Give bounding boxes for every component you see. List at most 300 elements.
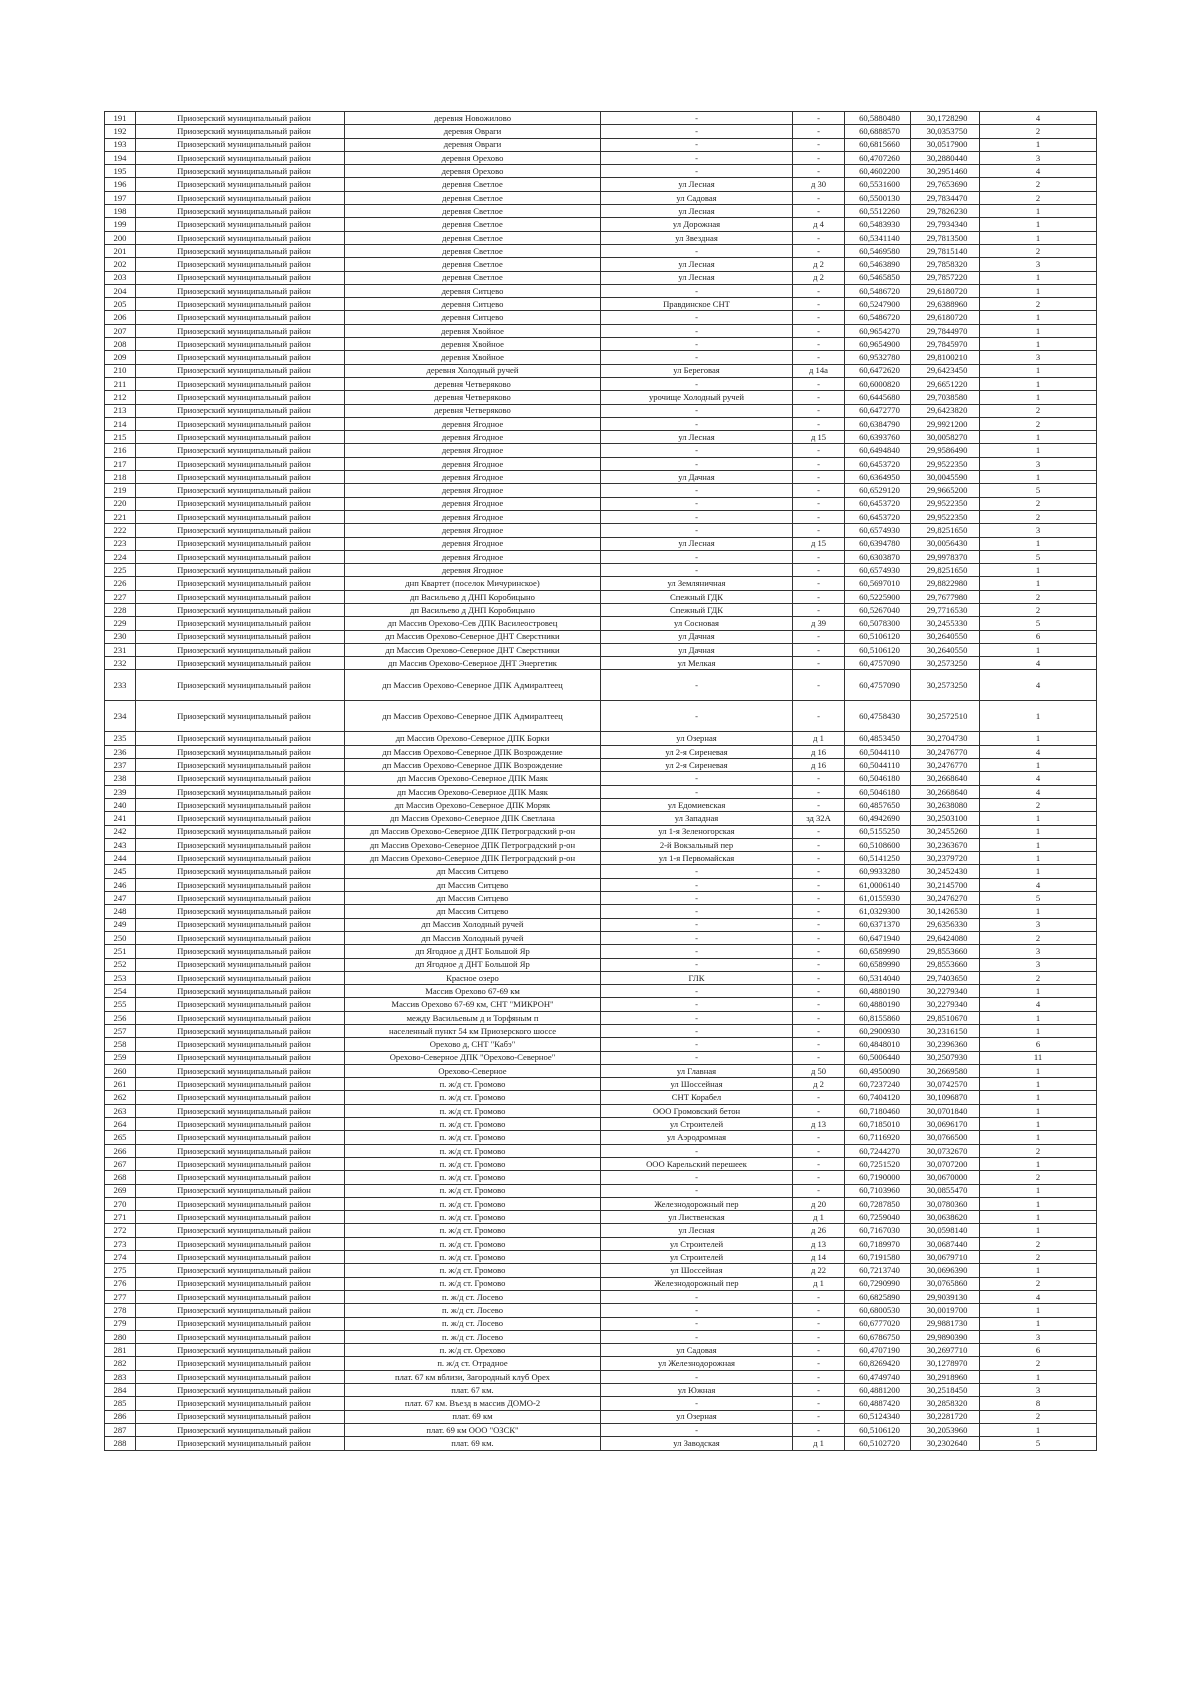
district-cell: Приозерский муниципальный район [136,1317,345,1330]
table-row [105,1330,1097,1343]
latitude-cell: 60,5500130 [845,191,911,204]
house-cell: - [793,311,845,324]
latitude-cell: 60,7290990 [845,1277,911,1290]
longitude-cell: 29,8553660 [911,945,980,958]
locality-cell: п. ж/д ст. Громово [345,1131,601,1144]
count-cell: 3 [980,351,1097,364]
district-cell: Приозерский муниципальный район [136,905,345,918]
locality-cell: п. ж/д ст. Громово [345,1264,601,1277]
row-number: 239 [105,785,136,798]
row-number: 271 [105,1211,136,1224]
street-cell: - [601,1011,793,1024]
latitude-cell: 60,7404120 [845,1091,911,1104]
street-cell: - [601,484,793,497]
district-cell: Приозерский муниципальный район [136,298,345,311]
longitude-cell: 30,2455330 [911,617,980,630]
count-cell: 2 [980,298,1097,311]
count-cell: 3 [980,918,1097,931]
latitude-cell: 60,5341140 [845,231,911,244]
longitude-cell: 30,2518450 [911,1384,980,1397]
house-cell: - [793,931,845,944]
locality-cell: Массив Орехово 67-69 км [345,985,601,998]
count-cell: 1 [980,1025,1097,1038]
row-number: 223 [105,537,136,550]
longitude-cell: 29,9522350 [911,510,980,523]
table-row [105,391,1097,404]
longitude-cell: 29,9978370 [911,550,980,563]
row-number: 258 [105,1038,136,1051]
table-row [105,1104,1097,1117]
longitude-cell: 30,0598140 [911,1224,980,1237]
street-cell: - [601,550,793,563]
row-number: 261 [105,1078,136,1091]
latitude-cell: 60,5247900 [845,298,911,311]
latitude-cell: 60,4757090 [845,670,911,701]
house-cell: - [793,1317,845,1330]
district-cell: Приозерский муниципальный район [136,564,345,577]
locality-cell: п. ж/д ст. Громово [345,1277,601,1290]
district-cell: Приозерский муниципальный район [136,338,345,351]
count-cell: 1 [980,218,1097,231]
street-cell: - [601,998,793,1011]
latitude-cell: 60,6574930 [845,564,911,577]
district-cell: Приозерский муниципальный район [136,284,345,297]
row-number: 276 [105,1277,136,1290]
latitude-cell: 60,8155860 [845,1011,911,1024]
count-cell: 4 [980,1290,1097,1303]
table-row [105,497,1097,510]
count-cell: 2 [980,1251,1097,1264]
latitude-cell: 60,6815660 [845,138,911,151]
house-cell: д 1 [793,1277,845,1290]
row-number: 205 [105,298,136,311]
row-number: 285 [105,1397,136,1410]
street-cell: ул Главная [601,1064,793,1077]
table-row [105,1384,1097,1397]
longitude-cell: 30,2145700 [911,878,980,891]
longitude-cell: 30,0707200 [911,1157,980,1170]
locality-cell: деревня Хвойное [345,324,601,337]
table-row [105,125,1097,138]
latitude-cell: 60,5880480 [845,112,911,125]
latitude-cell: 60,6888570 [845,125,911,138]
street-cell: - [601,244,793,257]
house-cell: - [793,701,845,732]
row-number: 241 [105,812,136,825]
house-cell: д 15 [793,431,845,444]
count-cell: 1 [980,985,1097,998]
street-cell: - [601,1025,793,1038]
longitude-cell: 30,0679710 [911,1251,980,1264]
count-cell: 1 [980,205,1097,218]
longitude-cell: 30,2452430 [911,865,980,878]
district-cell: Приозерский муниципальный район [136,1237,345,1250]
locality-cell: дп Васильево д ДНП Коробицыно [345,590,601,603]
count-cell: 1 [980,732,1097,745]
house-cell: - [793,603,845,616]
count-cell: 6 [980,1344,1097,1357]
latitude-cell: 60,6453720 [845,497,911,510]
row-number: 274 [105,1251,136,1264]
table-row [105,1437,1097,1450]
district-cell: Приозерский муниципальный район [136,732,345,745]
count-cell: 2 [980,1237,1097,1250]
district-cell: Приозерский муниципальный район [136,1118,345,1131]
district-cell: Приозерский муниципальный район [136,1277,345,1290]
locality-cell: деревня Светлое [345,218,601,231]
district-cell: Приозерский муниципальный район [136,1197,345,1210]
count-cell: 1 [980,338,1097,351]
district-cell: Приозерский муниципальный район [136,484,345,497]
table-row [105,471,1097,484]
street-cell: - [601,112,793,125]
locality-cell: деревня Овраги [345,125,601,138]
street-cell: - [601,1397,793,1410]
row-number: 247 [105,892,136,905]
longitude-cell: 30,0765860 [911,1277,980,1290]
count-cell: 1 [980,564,1097,577]
locality-cell: дп Массив Орехово-Северное ДПК Адмиралтеец [345,670,601,701]
house-cell: - [793,1290,845,1303]
count-cell: 4 [980,657,1097,670]
row-number: 213 [105,404,136,417]
latitude-cell: 60,7189970 [845,1237,911,1250]
longitude-cell: 30,0701840 [911,1104,980,1117]
row-number: 219 [105,484,136,497]
house-cell: - [793,1423,845,1436]
street-cell: ул Лесная [601,431,793,444]
count-cell: 1 [980,391,1097,404]
district-cell: Приозерский муниципальный район [136,1078,345,1091]
locality-cell: п. ж/д ст. Громово [345,1078,601,1091]
latitude-cell: 60,5697010 [845,577,911,590]
locality-cell: дп Васильево д ДНП Коробицыно [345,603,601,616]
house-cell: - [793,798,845,811]
street-cell: - [601,338,793,351]
locality-cell: деревня Ситцево [345,311,601,324]
street-cell: ул Лесная [601,271,793,284]
longitude-cell: 29,6424080 [911,931,980,944]
street-cell: - [601,497,793,510]
count-cell: 1 [980,701,1097,732]
locality-cell: дп Ягодное д ДНТ Большой Яр [345,945,601,958]
longitude-cell: 29,8251650 [911,524,980,537]
row-number: 280 [105,1330,136,1343]
count-cell: 1 [980,1423,1097,1436]
longitude-cell: 30,2476770 [911,759,980,772]
row-number: 210 [105,364,136,377]
district-cell: Приозерский муниципальный район [136,759,345,772]
count-cell: 2 [980,1171,1097,1184]
street-cell: ул 2-я Сиреневая [601,745,793,758]
row-number: 251 [105,945,136,958]
count-cell: 1 [980,865,1097,878]
house-cell: - [793,1131,845,1144]
locality-cell: деревня Светлое [345,205,601,218]
latitude-cell: 60,7191580 [845,1251,911,1264]
longitude-cell: 30,0732670 [911,1144,980,1157]
district-cell: Приозерский муниципальный район [136,178,345,191]
house-cell: д 1 [793,732,845,745]
count-cell: 1 [980,1078,1097,1091]
district-cell: Приозерский муниципальный район [136,1224,345,1237]
house-cell: - [793,892,845,905]
district-cell: Приозерский муниципальный район [136,457,345,470]
longitude-cell: 30,0638620 [911,1211,980,1224]
house-cell: - [793,918,845,931]
longitude-cell: 30,1728290 [911,112,980,125]
street-cell: - [601,524,793,537]
locality-cell: дп Массив Орехово-Северное ДПК Петроградский р-он [345,825,601,838]
count-cell: 3 [980,457,1097,470]
house-cell: - [793,1370,845,1383]
house-cell: - [793,151,845,164]
table-row [105,338,1097,351]
locality-cell: дп Массив Орехово-Северное ДНТ Сверстники [345,630,601,643]
locality-cell: п. ж/д ст. Громово [345,1197,601,1210]
house-cell: - [793,457,845,470]
longitude-cell: 30,2363670 [911,838,980,851]
longitude-cell: 30,2053960 [911,1423,980,1436]
house-cell: - [793,1397,845,1410]
latitude-cell: 60,7251520 [845,1157,911,1170]
table-row [105,785,1097,798]
street-cell: ул Мелкая [601,657,793,670]
count-cell: 2 [980,244,1097,257]
table-row [105,444,1097,457]
district-cell: Приозерский муниципальный район [136,617,345,630]
longitude-cell: 29,6651220 [911,377,980,390]
table-row [105,205,1097,218]
house-cell: - [793,1157,845,1170]
locality-cell: между Васильевым д и Торфяным п [345,1011,601,1024]
district-cell: Приозерский муниципальный район [136,945,345,958]
street-cell: - [601,1144,793,1157]
street-cell: ул Земляничная [601,577,793,590]
table-row [105,364,1097,377]
house-cell: - [793,125,845,138]
street-cell: ул Заводская [601,1437,793,1450]
locality-cell: деревня Орехово [345,165,601,178]
row-number: 243 [105,838,136,851]
row-number: 252 [105,958,136,971]
house-cell: д 16 [793,759,845,772]
longitude-cell: 30,2279340 [911,985,980,998]
latitude-cell: 60,4602200 [845,165,911,178]
count-cell: 5 [980,550,1097,563]
address-register-table [104,111,1097,1451]
table-row [105,324,1097,337]
longitude-cell: 30,2503100 [911,812,980,825]
district-cell: Приозерский муниципальный район [136,878,345,891]
latitude-cell: 60,4881200 [845,1384,911,1397]
house-cell: - [793,1104,845,1117]
district-cell: Приозерский муниципальный район [136,550,345,563]
count-cell: 3 [980,1330,1097,1343]
locality-cell: деревня Ягодное [345,497,601,510]
street-cell: ул Лесная [601,205,793,218]
table-row [105,284,1097,297]
locality-cell: деревня Ягодное [345,564,601,577]
house-cell: - [793,391,845,404]
street-cell: - [601,1184,793,1197]
locality-cell: деревня Ягодное [345,537,601,550]
house-cell: - [793,524,845,537]
street-cell: ул Озерная [601,732,793,745]
count-cell: 4 [980,745,1097,758]
table-row [105,1171,1097,1184]
locality-cell: деревня Ягодное [345,484,601,497]
count-cell: 2 [980,590,1097,603]
locality-cell: дп Массив Орехово-Сев ДПК Василеостровец [345,617,601,630]
table-row [105,1423,1097,1436]
house-cell: - [793,1038,845,1051]
longitude-cell: 30,0058270 [911,431,980,444]
count-cell: 2 [980,1144,1097,1157]
row-number: 277 [105,1290,136,1303]
longitude-cell: 30,0742570 [911,1078,980,1091]
street-cell: - [601,165,793,178]
latitude-cell: 60,4880190 [845,998,911,1011]
table-row [105,550,1097,563]
locality-cell: дп Массив Орехово-Северное ДПК Маяк [345,772,601,785]
street-cell: - [601,151,793,164]
locality-cell: дп Массив Орехово-Северное ДПК Светлана [345,812,601,825]
longitude-cell: 30,1426530 [911,905,980,918]
house-cell: д 13 [793,1118,845,1131]
longitude-cell: 29,7403650 [911,971,980,984]
house-cell: - [793,985,845,998]
count-cell: 1 [980,838,1097,851]
locality-cell: п. ж/д ст. Громово [345,1091,601,1104]
row-number: 209 [105,351,136,364]
longitude-cell: 29,9921200 [911,417,980,430]
locality-cell: дп Массив Орехово-Северное ДПК Маяк [345,785,601,798]
district-cell: Приозерский муниципальный район [136,865,345,878]
count-cell: 3 [980,958,1097,971]
latitude-cell: 60,8269420 [845,1357,911,1370]
count-cell: 1 [980,812,1097,825]
longitude-cell: 29,7038580 [911,391,980,404]
longitude-cell: 30,2379720 [911,852,980,865]
longitude-cell: 30,2455260 [911,825,980,838]
locality-cell: деревня Светлое [345,178,601,191]
district-cell: Приозерский муниципальный район [136,497,345,510]
table-row [105,537,1097,550]
longitude-cell: 30,2302640 [911,1437,980,1450]
street-cell: - [601,284,793,297]
district-cell: Приозерский муниципальный район [136,838,345,851]
row-number: 267 [105,1157,136,1170]
house-cell: - [793,404,845,417]
locality-cell: плат. 69 км ООО "ОЗСК" [345,1423,601,1436]
row-number: 191 [105,112,136,125]
row-number: 198 [105,205,136,218]
locality-cell: дп Массив Холодный ручей [345,918,601,931]
district-cell: Приозерский муниципальный район [136,701,345,732]
house-cell: д 16 [793,745,845,758]
table-row [105,998,1097,1011]
street-cell: - [601,1051,793,1064]
table-row [105,1224,1097,1237]
longitude-cell: 30,0670000 [911,1171,980,1184]
locality-cell: Массив Орехово 67-69 км, СНТ "МИКРОН" [345,998,601,1011]
house-cell: - [793,205,845,218]
locality-cell: Орехово-Северное ДПК "Орехово-Северное" [345,1051,601,1064]
count-cell: 1 [980,1118,1097,1131]
street-cell: ООО Карельский перешеек [601,1157,793,1170]
row-number: 273 [105,1237,136,1250]
count-cell: 3 [980,1384,1097,1397]
locality-cell: деревня Четверяково [345,404,601,417]
row-number: 193 [105,138,136,151]
district-cell: Приозерский муниципальный район [136,1410,345,1423]
table-row [105,178,1097,191]
district-cell: Приозерский муниципальный район [136,112,345,125]
locality-cell: плат. 67 км вблизи, Загородный клуб Орех [345,1370,601,1383]
table-row [105,1277,1097,1290]
count-cell: 2 [980,404,1097,417]
count-cell: 4 [980,772,1097,785]
longitude-cell: 29,9665200 [911,484,980,497]
table-row [105,1304,1097,1317]
house-cell: - [793,590,845,603]
locality-cell: деревня Овраги [345,138,601,151]
table-row [105,151,1097,164]
latitude-cell: 60,7116920 [845,1131,911,1144]
longitude-cell: 30,0045590 [911,471,980,484]
row-number: 288 [105,1437,136,1450]
table-row [105,838,1097,851]
table-row [105,1144,1097,1157]
table-row [105,1118,1097,1131]
count-cell: 1 [980,311,1097,324]
district-cell: Приозерский муниципальный район [136,918,345,931]
longitude-cell: 30,2279340 [911,998,980,1011]
district-cell: Приозерский муниципальный район [136,1091,345,1104]
table-row [105,1011,1097,1024]
longitude-cell: 29,8510670 [911,1011,980,1024]
longitude-cell: 30,0855470 [911,1184,980,1197]
street-cell: - [601,878,793,891]
longitude-cell: 29,6180720 [911,311,980,324]
house-cell: д 14 [793,1251,845,1264]
house-cell: - [793,1304,845,1317]
table-row [105,701,1097,732]
latitude-cell: 60,5078300 [845,617,911,630]
locality-cell: деревня Ягодное [345,550,601,563]
street-cell: - [601,311,793,324]
district-cell: Приозерский муниципальный район [136,772,345,785]
street-cell: Спежный ГДК [601,590,793,603]
house-cell: д 30 [793,178,845,191]
house-cell: - [793,377,845,390]
house-cell: - [793,244,845,257]
street-cell: - [601,1330,793,1343]
row-number: 275 [105,1264,136,1277]
house-cell: - [793,191,845,204]
row-number: 216 [105,444,136,457]
longitude-cell: 29,6388960 [911,298,980,311]
house-cell: - [793,1410,845,1423]
count-cell: 1 [980,377,1097,390]
street-cell: - [601,125,793,138]
locality-cell: деревня Светлое [345,191,601,204]
count-cell: 1 [980,364,1097,377]
row-number: 214 [105,417,136,430]
house-cell: - [793,852,845,865]
table-row [105,484,1097,497]
